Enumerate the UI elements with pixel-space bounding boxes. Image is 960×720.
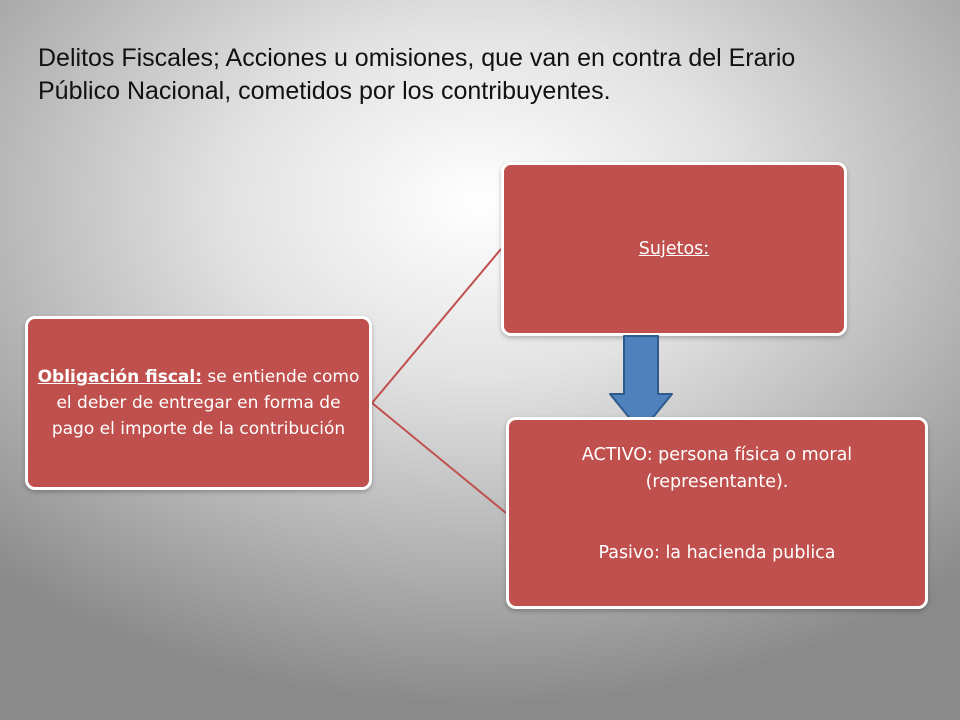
node-sujetos-detail — [506, 417, 928, 609]
node-obligacion-heading: Obligación fiscal: — [37, 367, 203, 387]
connector-to-subjects — [372, 249, 501, 403]
slide-title: Delitos Fiscales; Acciones u omisiones, que van en contra del Erario Público Nacional, cometidos por los contribuyentes. — [38, 44, 796, 105]
connector-to-details — [372, 403, 506, 513]
node-obligacion-fiscal — [25, 316, 372, 490]
node-sujetos-label: Sujetos: — [638, 239, 710, 259]
node-obligacion-fiscal-text — [34, 364, 363, 442]
node-sujetos — [501, 162, 847, 336]
node-activo-text: ACTIVO: persona física o moral (representante). — [581, 445, 853, 492]
node-obligacion-body: se entiende como el deber de entregar en forma de pago el importe de la contribución — [51, 367, 360, 439]
node-pasivo-text: Pasivo: la hacienda publica — [598, 543, 836, 563]
